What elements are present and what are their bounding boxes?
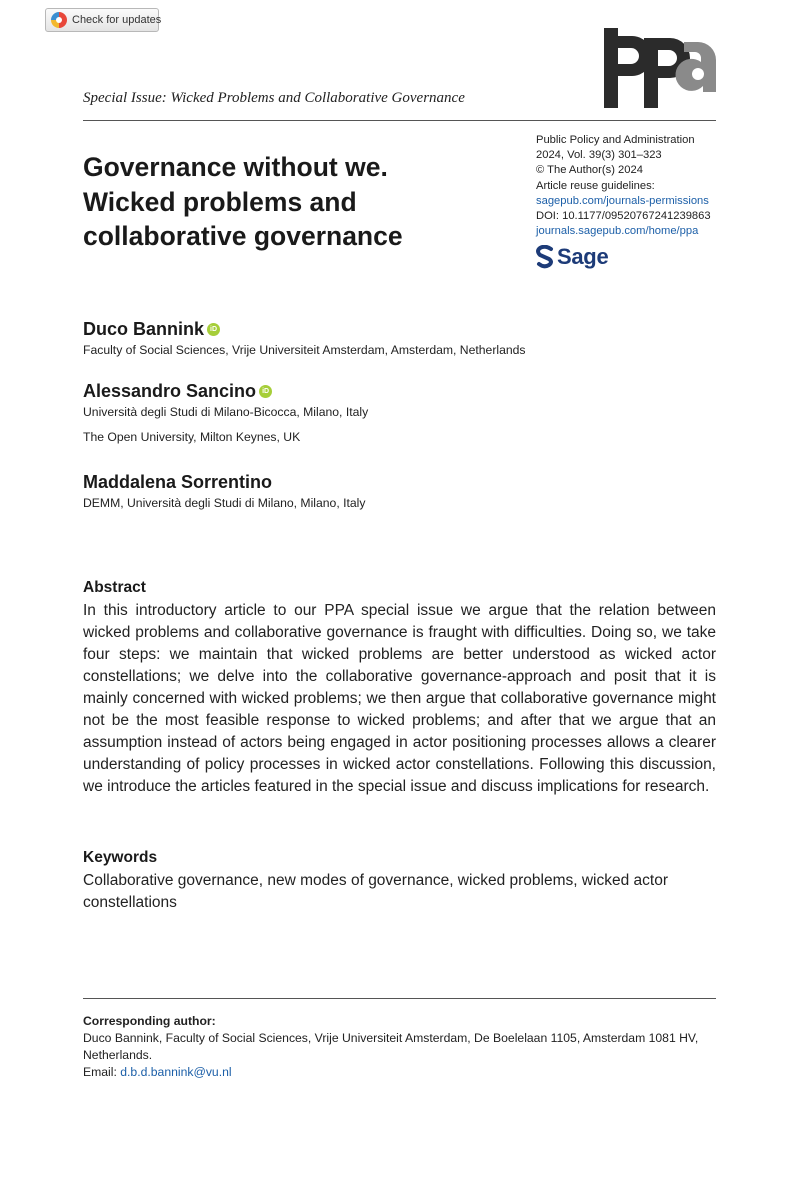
author-affiliation: Faculty of Social Sciences, Vrije Universiteit Amsterdam, Amsterdam, Netherlands <box>83 343 526 357</box>
author-block <box>83 472 365 510</box>
header-divider <box>83 120 716 121</box>
corresponding-author-block <box>83 1013 716 1081</box>
journal-logo <box>604 28 718 108</box>
author-name: Maddalena Sorrentino <box>83 472 273 492</box>
article-title <box>83 150 513 254</box>
author-affiliation: DEMM, Università degli Studi di Milano, Milano, Italy <box>83 496 366 510</box>
sage-logo <box>536 244 608 270</box>
author-name: Duco Bannink <box>83 319 205 339</box>
title-line: Governance without we. <box>83 152 388 182</box>
orcid-icon[interactable]: iD <box>207 323 220 336</box>
keywords-heading: Keywords <box>83 849 158 866</box>
abstract-heading: Abstract <box>83 579 146 596</box>
orcid-icon[interactable]: iD <box>259 385 272 398</box>
journal-home-link[interactable]: journals.sagepub.com/home/ppa <box>536 225 699 238</box>
special-issue-label: Special Issue: Wicked Problems and Collaborative Governance <box>83 90 465 106</box>
corresponding-author-label: Corresponding author: <box>83 1014 216 1028</box>
keywords-text: Collaborative governance, new modes of governance, wicked problems, wicked actor constellations <box>83 872 668 911</box>
author-affiliation: Università degli Studi di Milano-Bicocca, Milano, Italy <box>83 405 369 419</box>
journal-name: Public Policy and Administration <box>536 134 695 146</box>
corresponding-address: Duco Bannink, Faculty of Social Sciences, Vrije Universiteit Amsterdam, De Boelelaan 1105, Amsterdam 1081 HV, Netherlands. <box>83 1031 699 1062</box>
check-for-updates-label: Check for updates <box>72 14 162 26</box>
author-block <box>83 319 526 357</box>
author-name: Alessandro Sancino <box>83 381 257 401</box>
author-block <box>83 381 368 444</box>
sage-wordmark: Sage <box>557 244 609 269</box>
author-affiliation: The Open University, Milton Keynes, UK <box>83 430 301 444</box>
title-line: collaborative governance <box>83 221 403 251</box>
reuse-guidelines-link[interactable]: sagepub.com/journals-permissions <box>536 194 709 207</box>
crossmark-icon <box>51 12 67 28</box>
check-for-updates-button[interactable] <box>45 8 162 32</box>
journal-metadata <box>536 133 736 239</box>
copyright: © The Author(s) 2024 <box>536 164 643 177</box>
reuse-label: Article reuse guidelines: <box>536 179 655 192</box>
email-label: Email: <box>83 1065 117 1079</box>
journal-volume: 2024, Vol. 39(3) 301–323 <box>536 149 662 162</box>
sage-s-icon <box>536 245 554 269</box>
title-line: Wicked problems and <box>83 186 357 217</box>
doi: DOI: 10.1177/09520767241239863 <box>536 210 711 223</box>
email-link[interactable]: d.b.d.bannink@vu.nl <box>120 1065 232 1079</box>
abstract-text: In this introductory article to our PPA special issue we argue that the relation between wicked problems and collaborative governance is fraught with difficulties. Doing so, we take four steps: we maintain that wicked problems are better understood as wicked actor constellations; we delve into the collaborative governance-approach and posit that it is mainly concerned with wicked problems; we then argue that collaborative governance might not be the most feasible response to wicked problems; and after that we argue that an assumption instead of actors being engaged in actor positioning processes allows a clearer understanding of policy processes in wicked actor constellations. Following this discussion, we introduce the articles featured in the special issue and discuss implications for research. <box>83 602 716 795</box>
footer-divider <box>83 998 716 999</box>
